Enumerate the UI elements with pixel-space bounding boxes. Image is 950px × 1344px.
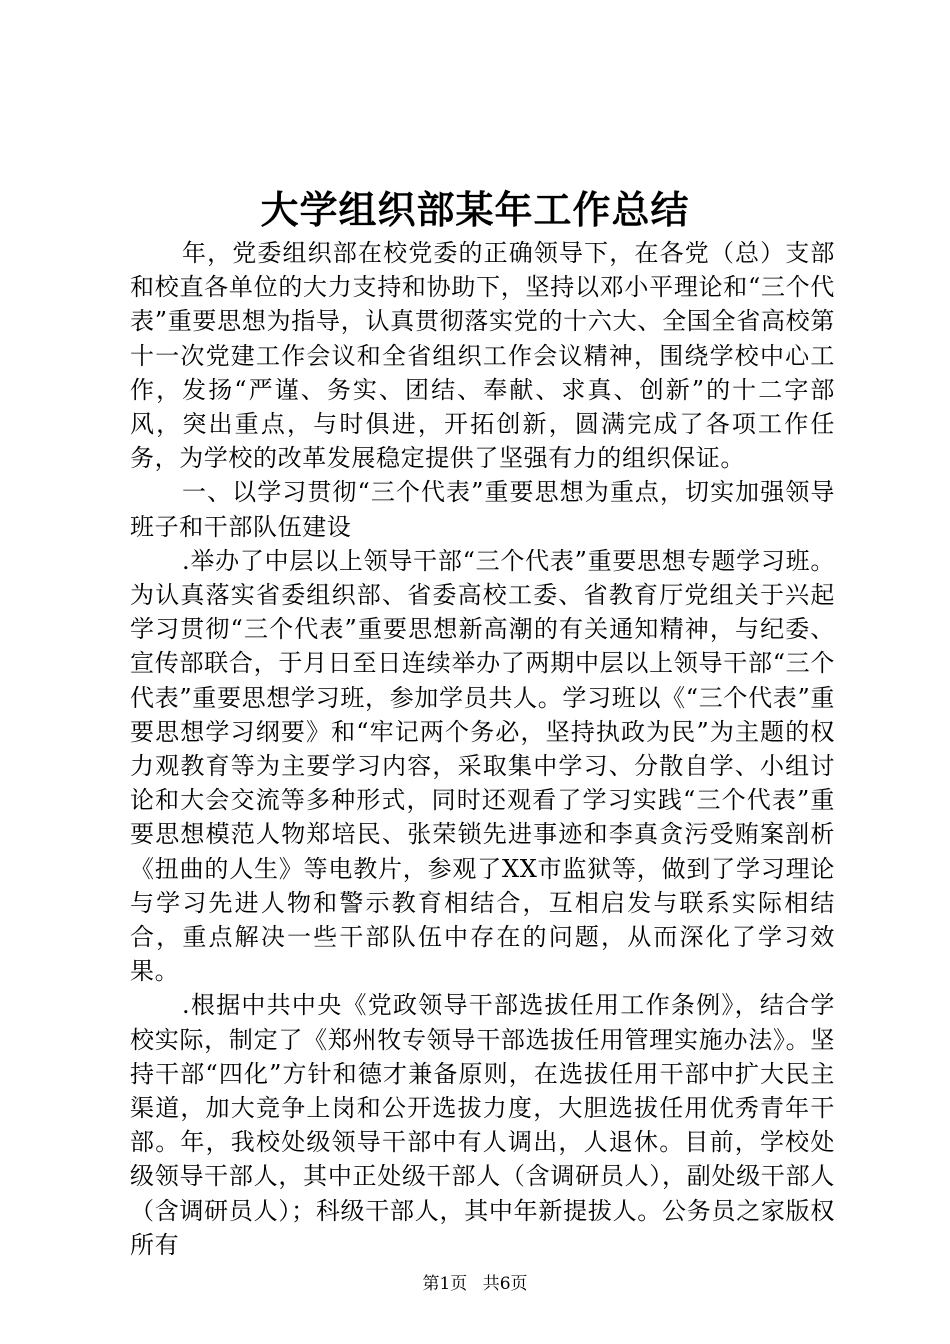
section-heading-1: 一、以学习贯彻“三个代表”重要思想为重点，切实加强领导班子和干部队伍建设 — [130, 478, 835, 541]
intro-paragraph: 年，党委组织部在校党委的正确领导下，在各党（总）支部和校直各单位的大力支持和协助下，坚持以邓小平理论和“三个代表”重要思想为指导，认真贯彻落实党的十六大、全国全省高校第十一次党建工作会议和全省组织工作会议精神，围绕学校中心工作，发扬“严谨、务实、团结、奉献、求真、创新”的十二字部风，突出重点，与时俱进，开拓创新，圆满完成了各项工作任务，为学校的改革发展稳定提供了坚强有力的组织保证。 — [130, 239, 835, 473]
body-paragraph-1: .举办了中层以上领导干部“三个代表”重要思想专题学习班。为认真落实省委组织部、省委高校工委、省教育厅党组关于兴起学习贯彻“三个代表”重要思想新高潮的有关通知精神，与纪委、宣传部联合，于月日至日连续举办了两期中层以上领导干部“三个代表”重要思想学习班，参加学员共人。学习班以《“三个代表”重要思想学习纲要》和“牢记两个务必，坚持执政为民”为主题的权力观教育等为主要学习内容，采取集中学习、分散自学、小组讨论和大会交流等多种形式，同时还观看了学习实践“三个代表”重要思想模范人物郑培民、张荣锁先进事迹和李真贪污受贿案剖析《扭曲的人生》等电教片，参观了XX市监狱等，做到了学习理论与学习先进人物和警示教育相结合，互相启发与联系实际相结合，重点解决一些干部队伍中存在的问题，从而深化了学习效果。 — [130, 546, 835, 986]
page-count: 共6页 — [482, 1274, 528, 1294]
page-number: 第1页 — [422, 1274, 468, 1294]
document-title: 大学组织部某年工作总结 — [260, 187, 690, 232]
page-footer — [0, 1272, 950, 1296]
body-paragraph-2: .根据中共中央《党政领导干部选拔任用工作条例》，结合学校实际，制定了《郑州牧专领导干部选拔任用管理实施办法》。坚持干部“四化”方针和德才兼备原则，在选拔任用干部中扩大民主渠道，加大竞争上岗和公开选拔力度，大胆选拔任用优秀青年干部。年，我校处级领导干部中有人调出，人退休。目前，学校处级领导干部人，其中正处级干部人（含调研员人），副处级干部人（含调研员人）；科级干部人，其中年新提拔人。公务员之家版权所有 — [130, 991, 835, 1259]
document-body — [130, 236, 835, 1262]
